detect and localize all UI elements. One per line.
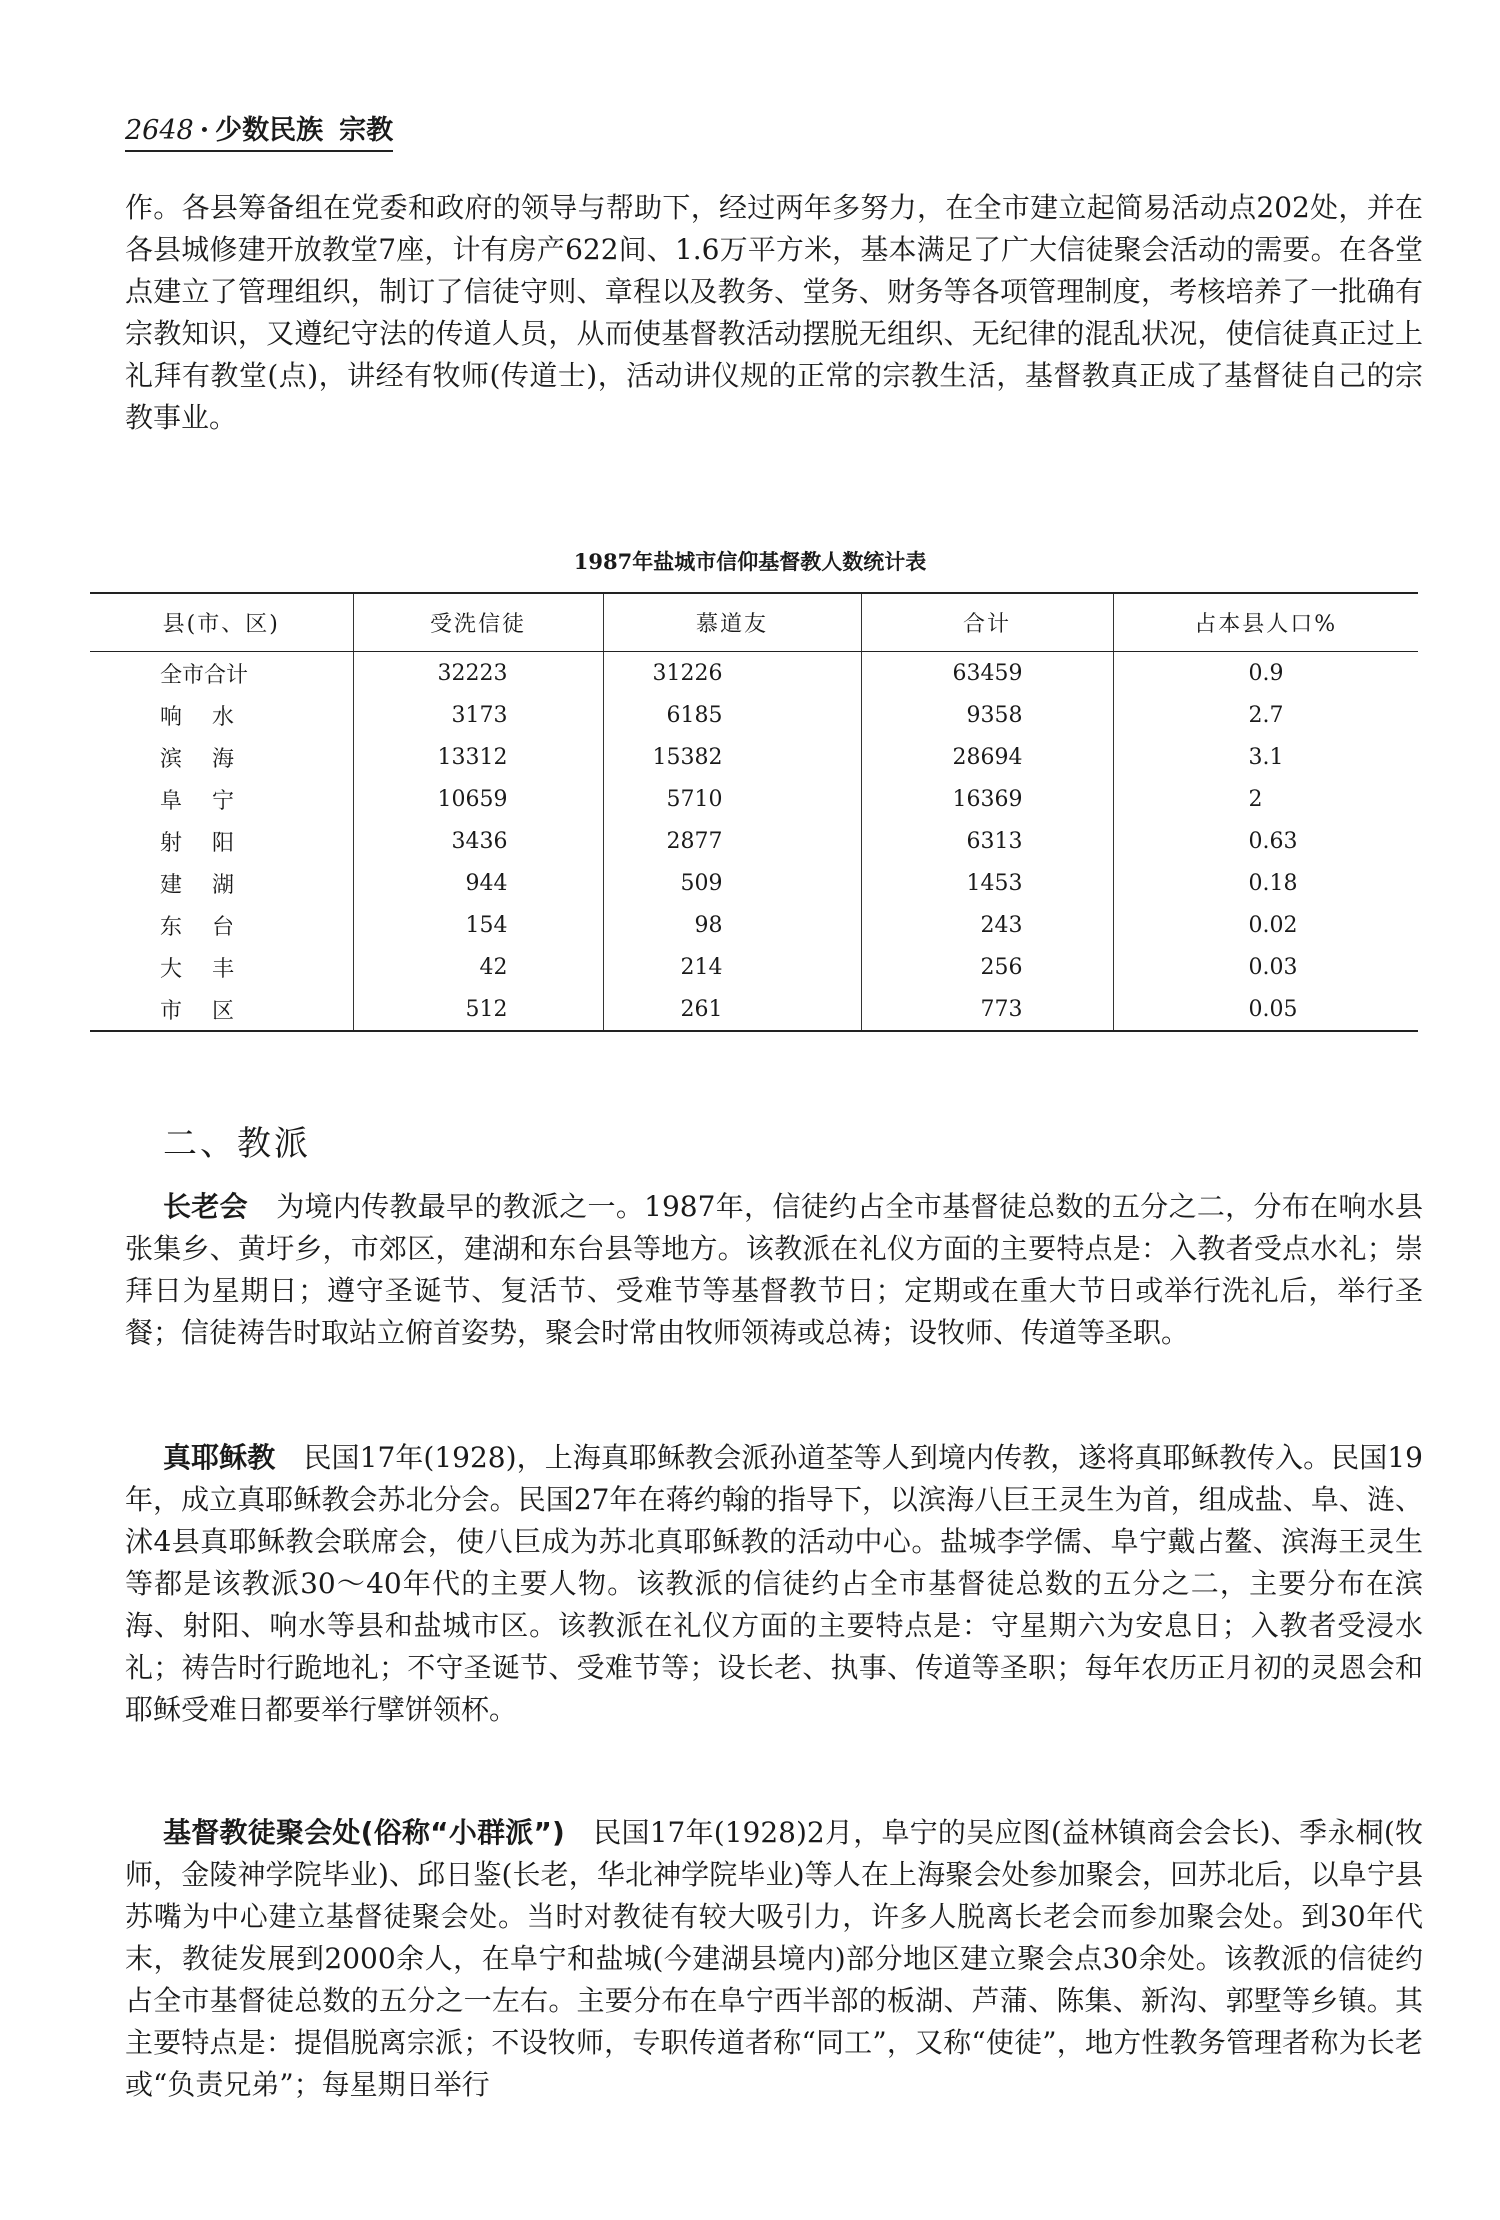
intro-paragraph: 作。各县筹备组在党委和政府的领导与帮助下，经过两年多努力，在全市建立起简易活动点202处，并在各县城修建开放教堂7座，计有房产622间、1.6万平方米，基本满足了广大信徒聚会活动的需要。在各堂点建立了管理组织，制订了信徒守则、章程以及教务、堂务、财务等各项管理制度，考核培养了一批确有宗教知识，又遵纪守法的传道人员，从而使基督教活动摆脱无组织、无纪律的混乱状况，使信徒真正过上礼拜有教堂(点)，讲经有牧师(传道士)，活动讲仪规的正常的宗教生活，基督教真正成了基督徒自己的宗教事业。: [125, 191, 1423, 434]
county-cell: 建湖: [160, 872, 265, 898]
section-heading: 二、教派: [163, 1124, 311, 1164]
header-subsection: 宗教: [339, 115, 394, 146]
total-cell: 28694: [861, 736, 1113, 778]
header-section: 少数民族: [215, 115, 324, 146]
percent-cell: 2: [1113, 778, 1418, 820]
table-row: [90, 862, 1418, 904]
baptized-cell: 154: [353, 904, 603, 946]
county-cell: 滨海: [160, 746, 265, 772]
total-cell: 773: [861, 988, 1113, 1031]
table-row: [90, 820, 1418, 862]
column-header: 合计: [861, 593, 1113, 652]
paragraph-text: 民国17年(1928)2月，阜宁的吴应图(益林镇商会会长)、季永桐(牧师，金陵神学院毕业)、邱日鉴(长老，华北神学院毕业)等人在上海聚会处参加聚会，回苏北后，以阜宁县苏嘴为中心建立基督徒聚会处。当时对教徒有较大吸引力，许多人脱离长老会而参加聚会处。到30年代末，教徒发展到2000余人，在阜宁和盐城(今建湖县境内)部分地区建立聚会点30余处。该教派的信徒约占全市基督徒总数的五分之一左右。主要分布在阜宁西半部的板湖、芦蒲、陈集、新沟、郭墅等乡镇。其主要特点是：提倡脱离宗派；不设牧师，专职传道者称“同工”，又称“使徒”，地方性教务管理者称为长老或“负责兄弟”；每星期日举行: [125, 1816, 1423, 2101]
seekers-cell: 6185: [603, 694, 861, 736]
table-row: [90, 988, 1418, 1031]
paragraph-term: 基督教徒聚会处(俗称“小群派”): [163, 1816, 565, 1849]
table-row: [90, 946, 1418, 988]
running-header: [125, 108, 393, 152]
seekers-cell: 31226: [603, 652, 861, 695]
table-row: [90, 904, 1418, 946]
total-cell: 256: [861, 946, 1113, 988]
paragraph-true-jesus-church: [125, 1437, 1423, 1731]
paragraph-little-flock: [125, 1812, 1423, 2106]
seekers-cell: 509: [603, 862, 861, 904]
percent-cell: 3.1: [1113, 736, 1418, 778]
statistics-table: [90, 592, 1418, 1032]
baptized-cell: 42: [353, 946, 603, 988]
seekers-cell: 214: [603, 946, 861, 988]
table-row: [90, 694, 1418, 736]
total-cell: 16369: [861, 778, 1113, 820]
column-header: 慕道友: [603, 593, 861, 652]
column-header: 受洗信徒: [353, 593, 603, 652]
county-cell: 响水: [160, 704, 265, 730]
table-header-row: [90, 593, 1418, 652]
paragraph-term: 真耶稣教: [163, 1441, 276, 1474]
seekers-cell: 15382: [603, 736, 861, 778]
seekers-cell: 261: [603, 988, 861, 1031]
county-cell: 阜宁: [160, 788, 265, 814]
paragraph-term: 长老会: [163, 1190, 248, 1223]
column-header: 县(市、区): [90, 593, 353, 652]
county-cell: 东台: [160, 914, 265, 940]
table-row: [90, 736, 1418, 778]
seekers-cell: 2877: [603, 820, 861, 862]
table-row: [90, 778, 1418, 820]
seekers-cell: 5710: [603, 778, 861, 820]
header-separator: ·: [199, 115, 210, 146]
county-cell: 大丰: [160, 956, 265, 982]
percent-cell: 0.18: [1113, 862, 1418, 904]
percent-cell: 0.9: [1113, 652, 1418, 695]
baptized-cell: 944: [353, 862, 603, 904]
column-header: 占本县人口%: [1113, 593, 1418, 652]
total-cell: 9358: [861, 694, 1113, 736]
seekers-cell: 98: [603, 904, 861, 946]
table-title: 1987年盐城市信仰基督教人数统计表: [573, 549, 927, 574]
total-cell: 1453: [861, 862, 1113, 904]
paragraph-text: 为境内传教最早的教派之一。1987年，信徒约占全市基督徒总数的五分之二，分布在响水县张集乡、黄圩乡，市郊区，建湖和东台县等地方。该教派在礼仪方面的主要特点是：入教者受点水礼；崇拜日为星期日；遵守圣诞节、复活节、受难节等基督教节日；定期或在重大节日或举行洗礼后，举行圣餐；信徒祷告时取站立俯首姿势，聚会时常由牧师领祷或总祷；设牧师、传道等圣职。: [125, 1190, 1423, 1349]
percent-cell: 0.05: [1113, 988, 1418, 1031]
total-cell: 63459: [861, 652, 1113, 695]
baptized-cell: 10659: [353, 778, 603, 820]
percent-cell: 0.02: [1113, 904, 1418, 946]
county-cell: 市区: [90, 988, 353, 1031]
percent-cell: 0.03: [1113, 946, 1418, 988]
paragraph-text: 民国17年(1928)，上海真耶稣教会派孙道荃等人到境内传教，遂将真耶稣教传入。民国19年，成立真耶稣教会苏北分会。民国27年在蒋约翰的指导下，以滨海八巨王灵生为首，组成盐、阜、涟、沭4县真耶稣教会联席会，使八巨成为苏北真耶稣教的活动中心。盐城李学儒、阜宁戴占鳌、滨海王灵生等都是该教派30～40年代的主要人物。该教派的信徒约占全市基督徒总数的五分之二，主要分布在滨海、射阳、响水等县和盐城市区。该教派在礼仪方面的主要特点是：守星期六为安息日；入教者受浸水礼；祷告时行跪地礼；不守圣诞节、受难节等；设长老、执事、传道等圣职；每年农历正月初的灵恩会和耶稣受难日都要举行擘饼领杯。: [125, 1441, 1423, 1726]
baptized-cell: 32223: [353, 652, 603, 695]
total-cell: 6313: [861, 820, 1113, 862]
paragraph-presbyterian: [125, 1186, 1423, 1354]
total-cell: 243: [861, 904, 1113, 946]
table-row: [90, 652, 1418, 695]
county-cell: 射阳: [160, 830, 265, 856]
baptized-cell: 13312: [353, 736, 603, 778]
baptized-cell: 3173: [353, 694, 603, 736]
percent-cell: 0.63: [1113, 820, 1418, 862]
county-cell: 全市合计: [160, 662, 249, 688]
percent-cell: 2.7: [1113, 694, 1418, 736]
baptized-cell: 3436: [353, 820, 603, 862]
baptized-cell: 512: [353, 988, 603, 1031]
page-number: 2648: [125, 115, 194, 146]
